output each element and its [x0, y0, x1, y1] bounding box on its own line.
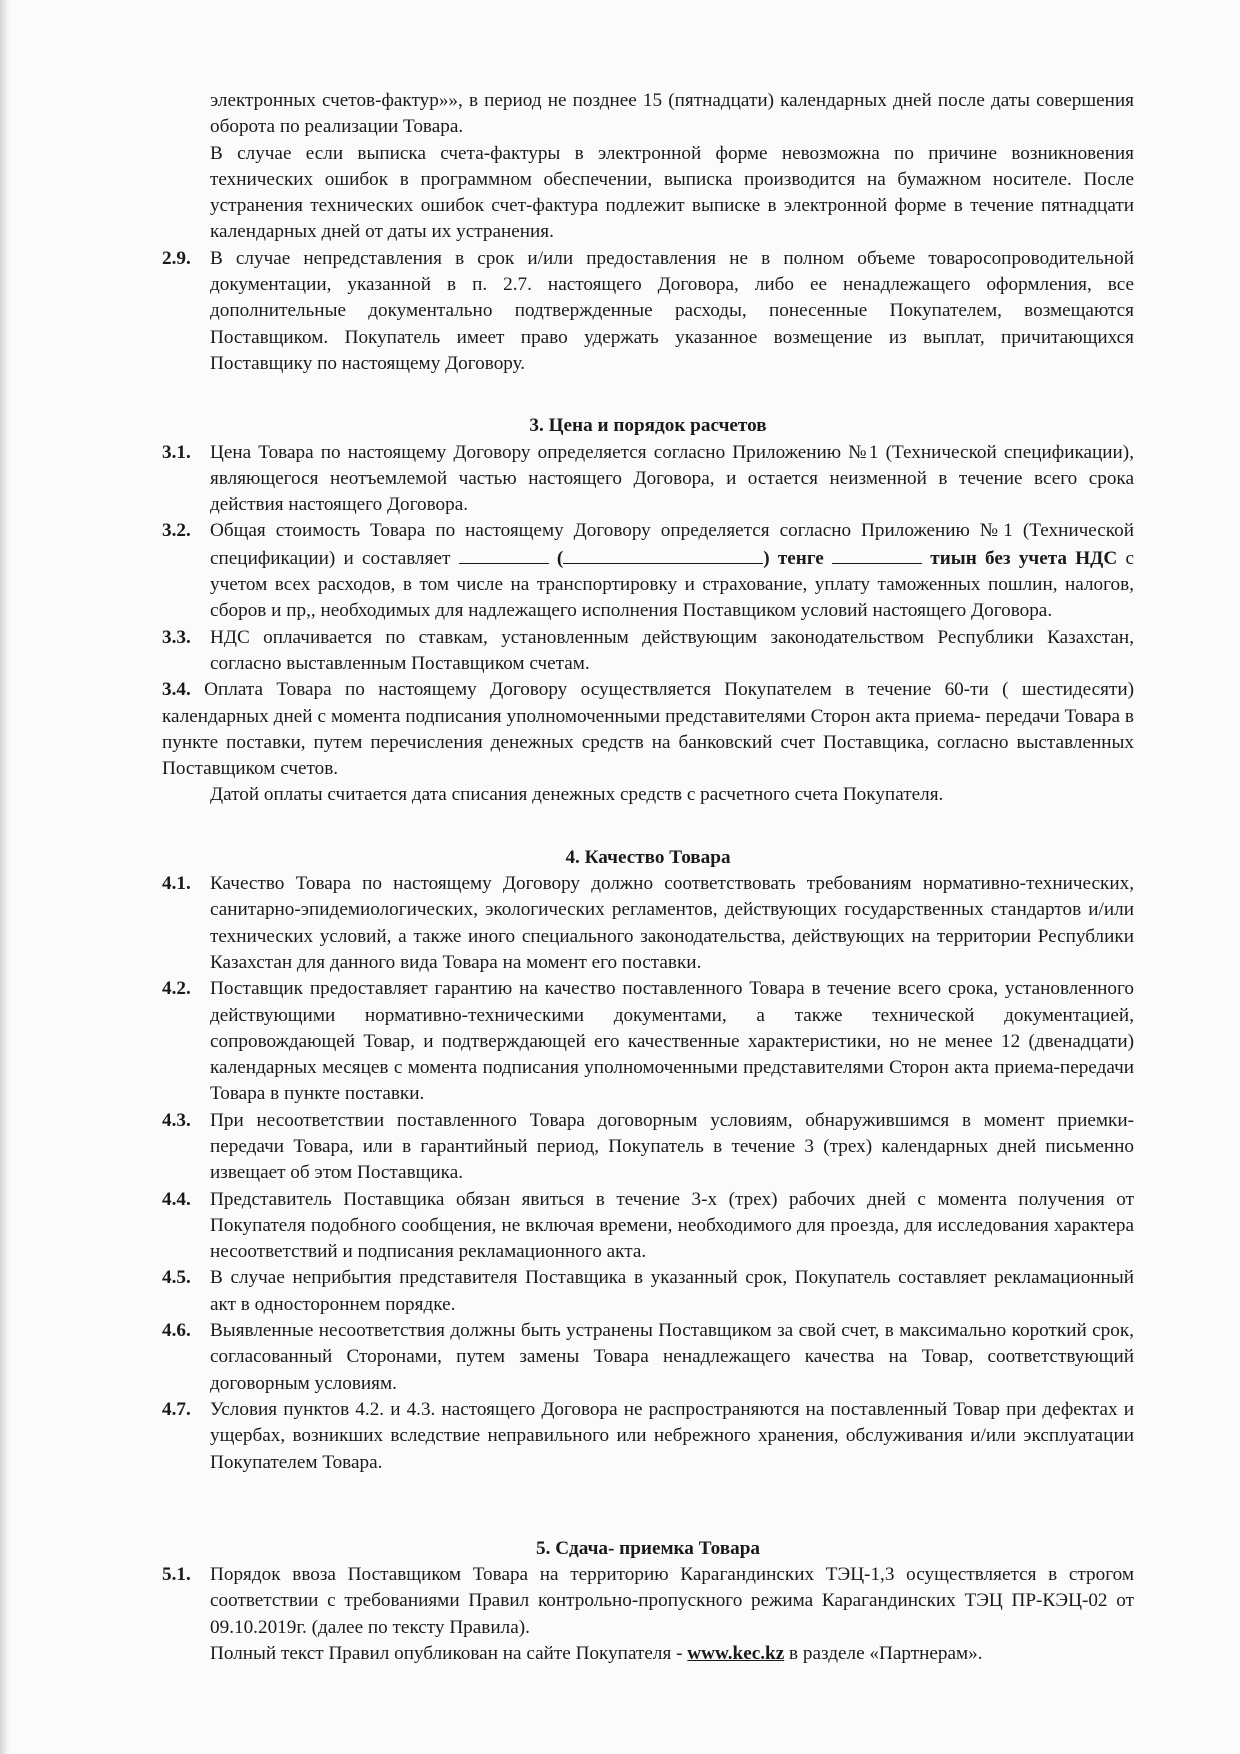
open-paren: (	[556, 547, 564, 569]
clause-number: 4.1.	[162, 873, 191, 895]
clause-3-3	[162, 625, 1134, 678]
clause-number: 4.5.	[162, 1267, 191, 1289]
tenge-label: ) тенге	[763, 547, 824, 569]
rules-section-text: в разделе «Партнерам».	[789, 1643, 983, 1665]
clause-3-2	[162, 518, 1134, 624]
scan-edge-shadow	[0, 0, 10, 1754]
intro-paragraph-1: электронных счетов-фактур»», в период не позднее 15 (пятнадцати) календарных дней после даты совершения оборота по реализации Товара.	[210, 90, 1134, 138]
clause-text: При несоответствии поставленного Товара договорным условиям, обнаружившимся в момент приемки-передачи Товара, или в гарантийный период, Покупатель в течение 3 (трех) календарных дней письменно извещает об этом Поставщика.	[210, 1109, 1134, 1184]
clause-4-6	[162, 1318, 1134, 1397]
section-4-title: 4. Качество Товара	[565, 846, 731, 868]
clause-number: 2.9.	[162, 247, 191, 269]
clause-2-9	[162, 246, 1134, 377]
clause-number: 3.1.	[162, 441, 191, 463]
clause-number: 4.2.	[162, 978, 191, 1000]
entry-procedure-text: Порядок ввоза Поставщиком Товара на территорию Карагандинских ТЭЦ-1,3 осуществляется в строгом соответствии с требованиями Правил контрольно-пропускного режима Карагандинских ТЭЦ ПР-КЭЦ-02 от 09.10.2019г. (далее по тексту Правила).	[210, 1564, 1134, 1638]
clause-number: 4.6.	[162, 1320, 191, 1342]
price-amount-blank[interactable]	[459, 545, 549, 564]
tiyn-blank[interactable]	[832, 545, 922, 564]
website-link[interactable]: www.kec.kz	[687, 1643, 785, 1665]
clause-4-5	[162, 1265, 1134, 1318]
clause-text: Представитель Поставщика обязан явиться в течение 3-х (трех) рабочих дней с момента получения от Покупателя подобного сообщения, не включая времени, необходимого для проезда, для исследования характера несоответствий и подписания рекламационного акта.	[210, 1188, 1134, 1263]
clause-4-4	[162, 1187, 1134, 1266]
clause-text: Цена Товара по настоящему Договору определяется согласно Приложению №1 (Технической спецификации), являющегося неотъемлемой частью настоящего Договора, и остается неизменной в течение всего срока действия настоящего Договора.	[210, 441, 1134, 516]
price-intro: Общая стоимость Товара по настоящему Договору определяется согласно Приложению №1 (Технической спецификации) и составляет	[210, 520, 1134, 569]
clause-4-2	[162, 976, 1134, 1107]
clause-text: Оплата Товара по настоящему Договору осуществляется Покупателем в течение 60-ти ( шестидесяти) календарных дней с момента подписания уполномоченными представителями Сторон акта приема- передачи Товара в пункте поставки, путем перечисления денежных средств на банковский счет Поставщика, согласно выставленных Поставщиком счетов.	[162, 679, 1135, 780]
clause-4-1	[162, 871, 1134, 976]
clause-text	[210, 1562, 1134, 1667]
clause-text: Выявленные несоответствия должны быть устранены Поставщиком за свой счет, в максимально короткий срок, согласованный Сторонами, путем замены Товара ненадлежащего качества на Товар, соответствующий договорным условиям.	[210, 1320, 1134, 1394]
clause-text: Условия пунктов 4.2. и 4.3. настоящего Договора не распространяются на поставленный Товар при дефектах и ущербах, возникших вследствие неправильного или небрежного хранения, обслуживания и/или эксплуатации Покупателем Товара.	[210, 1398, 1134, 1473]
clause-text: Качество Товара по настоящему Договору должно соответствовать требованиям нормативно-технических, санитарно-эпидемиологических, экологических регламентов, действующих государственных стандартов и/или технических условий, а также иного специального законодательства, действующих на территории Республики Казахстан для данного вида Товара на момент его поставки.	[210, 873, 1134, 973]
clause-3-1	[162, 440, 1134, 519]
price-words-blank[interactable]	[563, 545, 763, 564]
clause-text: Поставщик предоставляет гарантию на качество поставленного Товара в течение всего срока, установленного действующими нормативно-техническими документами, а также технической документацией, сопровождающей Товар, и подтверждающей его качественные характеристики, но не менее 12 (двенадцати) календарных месяцев с момента подписания уполномоченными представителями Сторон акта приема-передачи Товара в пункте поставки.	[210, 978, 1134, 1105]
clause-text: НДС оплачивается по ставкам, установленным действующим законодательством Республики Казахстан, согласно выставленным Поставщиком счетам.	[210, 626, 1134, 674]
clause-5-1	[162, 1562, 1134, 1667]
clause-text: В случае неприбытия представителя Поставщика в указанный срок, Покупатель составляет рекламационный акт в одностороннем порядке.	[210, 1267, 1134, 1315]
clause-text: В случае непредставления в срок и/или предоставления не в полном объеме товаросопроводительной документации, указанной в п. 2.7. настоящего Договора, либо ее ненадлежащего оформления, все дополнительные документально подтвержденные расходы, понесенные Покупателем, возмещаются Поставщиком. Покупатель имеет право удержать указанное возмещение из выплат, причитающихся Поставщику по настоящему Договору.	[210, 247, 1134, 374]
section-3-title: 3. Цена и порядок расчетов	[529, 415, 767, 437]
section-5-title: 5. Сдача- приемка Товара	[536, 1537, 760, 1559]
clause-number: 4.7.	[162, 1398, 191, 1420]
rules-published-text: Полный текст Правил опубликован на сайте Покупателя -	[210, 1643, 683, 1665]
intro-paragraph-2: В случае если выписка счета-фактуры в электронной форме невозможна по причине возникновения технических ошибок в программном обеспечении, выписка производится на бумажном носителе. После устранения технических ошибок счет-фактура подлежит выписке в электронной форме в течение пятнадцати календарных дней от даты их устранения.	[210, 142, 1134, 243]
clause-number: 4.4.	[162, 1188, 191, 1210]
tiyn-vat-label: тиын без учета НДС	[930, 547, 1118, 569]
clause-number: 3.2.	[162, 520, 191, 542]
contract-text	[162, 88, 1134, 1667]
clause-4-7	[162, 1397, 1134, 1476]
clause-4-3	[162, 1108, 1134, 1187]
clause-number: 5.1.	[162, 1564, 191, 1586]
clause-number: 3.3.	[162, 626, 191, 648]
clause-number: 4.3.	[162, 1109, 191, 1131]
price-details: с учетом всех расходов, в том числе на транспортировку и страхование, уплату таможенных пошлин, налогов, сборов и пр,, необходимых для надлежащего исполнения Поставщиком условий настоящего Договора.	[210, 547, 1134, 622]
clause-number: 3.4.	[162, 679, 191, 701]
clause-3-4	[162, 677, 1134, 782]
payment-date-note: Датой оплаты считается дата списания денежных средств с расчетного счета Покупателя.	[210, 784, 944, 806]
clause-text	[210, 518, 1134, 624]
